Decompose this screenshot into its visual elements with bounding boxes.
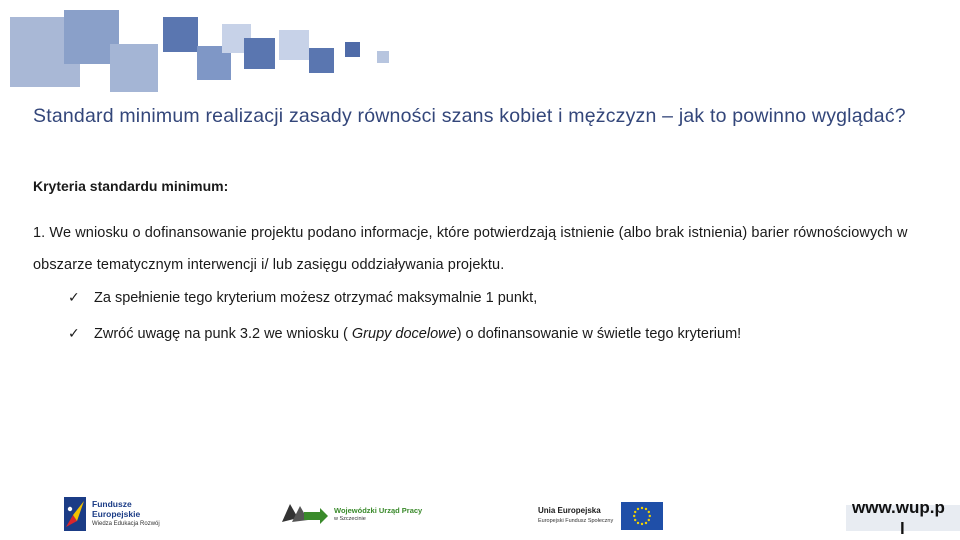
wup-logo-line2: w Szczecinie <box>334 516 366 522</box>
bullet-text: Za spełnienie tego kryterium możesz otrzymać maksymalnie 1 punkt, <box>94 290 538 306</box>
wup-logo-line1: Wojewódzki Urząd Pracy <box>334 506 423 515</box>
eu-flag-icon <box>621 502 663 530</box>
bullet-text: Zwróć uwagę na punk 3.2 we wniosku ( Grupy docelowe) o dofinansowanie w świetle tego kryterium! <box>94 326 742 342</box>
bullet-item <box>68 325 741 342</box>
decor-square <box>279 30 309 60</box>
fe-logo-line3: Wiedza Edukacja Rozwój <box>92 521 160 527</box>
bullet-item <box>68 289 537 306</box>
decor-square <box>244 38 275 69</box>
website-url-continued[interactable]: l <box>900 519 905 538</box>
bullet-text-italic: Grupy docelowe <box>351 326 457 342</box>
decor-square <box>309 48 334 73</box>
eu-logo <box>538 500 678 532</box>
decor-square <box>163 17 198 52</box>
decor-square <box>377 51 389 63</box>
website-url[interactable]: www.wup.p <box>852 498 945 517</box>
fe-logo-line1: Fundusze <box>92 499 132 509</box>
check-icon: ✓ <box>68 289 80 305</box>
fe-star-icon <box>64 497 86 531</box>
slide-title: Standard minimum realizacji zasady równości szans kobiet i mężczyzn – jak to powinno wyglądać? <box>33 105 906 127</box>
fe-logo-line2: Europejskie <box>92 509 141 519</box>
check-icon: ✓ <box>68 325 80 341</box>
wup-logo <box>280 500 430 530</box>
decor-square <box>110 44 158 92</box>
decor-square <box>345 42 360 57</box>
wup-emblem-icon <box>280 500 328 531</box>
criteria-heading: Kryteria standardu minimum: <box>33 178 229 194</box>
eu-logo-line2: Europejski Fundusz Społeczny <box>538 518 614 524</box>
criterion-paragraph: 1. We wniosku o dofinansowanie projektu podano informacje, które potwierdzają istnienie (albo brak istnienia) barier równościowych w obszarze tematycznym interwencji i/ lub zasięgu oddziaływania projektu. <box>33 225 908 273</box>
eu-logo-line1: Unia Europejska <box>538 506 601 515</box>
fundusze-europejskie-logo <box>64 494 176 534</box>
